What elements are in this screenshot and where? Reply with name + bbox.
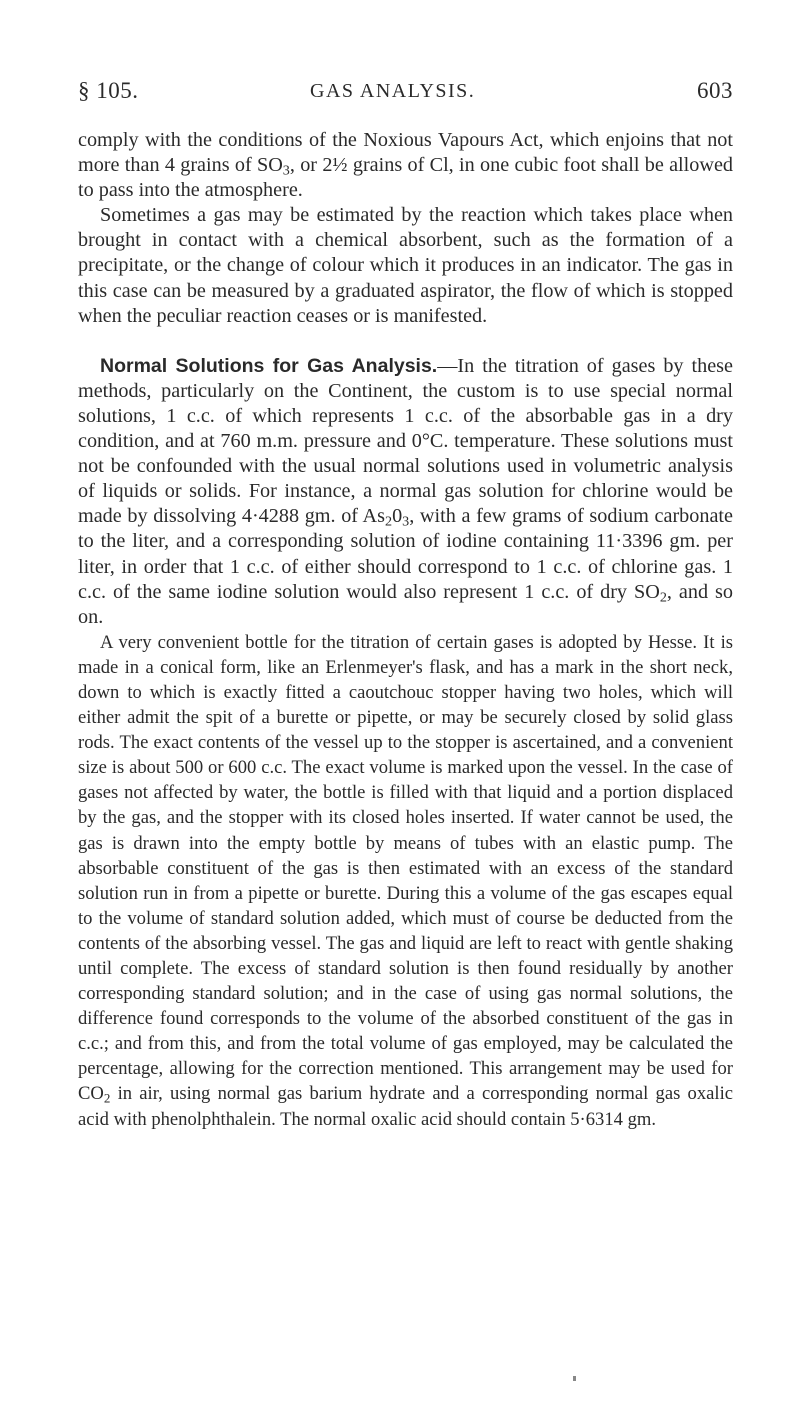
- running-head: [78, 76, 733, 106]
- page-number: 603: [697, 78, 733, 103]
- paragraph-hesse-bottle: A very convenient bottle for the titration of certain gases is adopted by Hesse. It is made in a conical form, like an Erlenmeyer's flask, and has a mark in the short neck, down to which is exactly fitted a caoutchouc stopper having two holes, which will either admit the spit of a burette or pipette, or may be securely closed by solid glass rods. The exact contents of the vessel up to the stopper is ascertained, and a convenient size is about 500 or 600 c.c. The exact volume is marked upon the vessel. In the case of gases not affected by water, the bottle is filled with that liquid and a portion displaced by the gas, and the stopper with its closed holes inserted. If water cannot be used, the gas is drawn into the empty bottle by means of tubes with an elastic pump. The absorbable constituent of the gas is then estimated with an excess of the standard solution run in from a pipette or burette. During this a volume of the gas escapes equal to the volume of standard solution added, which must of course be deducted from the contents of the absorbing vessel. The gas and liquid are left to react with gentle shaking until complete. The excess of standard solution is then found residually by another corresponding standard solution; and in the case of using gas normal solutions, the difference found corresponds to the volume of the absorbed constituent of the gas in c.c.; and from this, and from the total volume of gas employed, may be calculated the percentage, allowing for the correction mentioned. This arrangement may be used for $CO_2$ in air, using normal gas barium hydrate and a corresponding normal gas oxalic acid with phenolphthalein. The normal oxalic acid should contain 5·6314 gm.: [78, 631, 733, 1130]
- section-heading: Normal Solutions for Gas Analysis.: [100, 354, 438, 377]
- paragraph-chemical-absorbent: Sometimes a gas may be estimated by the reaction which takes place when brought in contact with a chemical absorbent, such as the formation of a precipitate, or the change of colour which it produces in an indicator. The gas in this case can be measured by a graduated aspirator, the flow of which is stopped when the peculiar reaction ceases or is manifested.: [78, 204, 733, 327]
- print-speck: [573, 1376, 576, 1381]
- book-page: [78, 76, 733, 1132]
- section-number: § 105.: [78, 78, 139, 103]
- body-text: [78, 128, 733, 1132]
- paragraph-normal-solutions: Normal Solutions for Gas Analysis.—In the titration of gases by these methods, particularly on the Continent, the custom is to use special normal solutions, 1 c.c. of which represents 1 c.c. of the absorbable gas in a dry condition, and at 760 m.m. pressure and 0°C. temperature. These solutions must not be confounded with the usual normal solutions used in volumetric analysis of liquids or solids. For instance, a normal gas solution for chlorine would be made by dissolving 4·4288 gm. of $As_20_3$, with a few grams of sodium carbonate to the liter, and a corresponding solution of iodine containing 11·3396 gm. per liter, in order that 1 c.c. of either should correspond to 1 c.c. of chlorine gas. 1 c.c. of the same iodine solution would also represent 1 c.c. of dry $SO_2$, and so on.: [78, 354, 733, 628]
- running-title: GAS ANALYSIS.: [310, 80, 476, 102]
- paragraph-continuation: comply with the conditions of the Noxious Vapours Act, which enjoins that not more than 4 grains of $SO_3$, or 2½ grains of Cl, in one cubic foot shall be allowed to pass into the atmosphere.: [78, 129, 733, 202]
